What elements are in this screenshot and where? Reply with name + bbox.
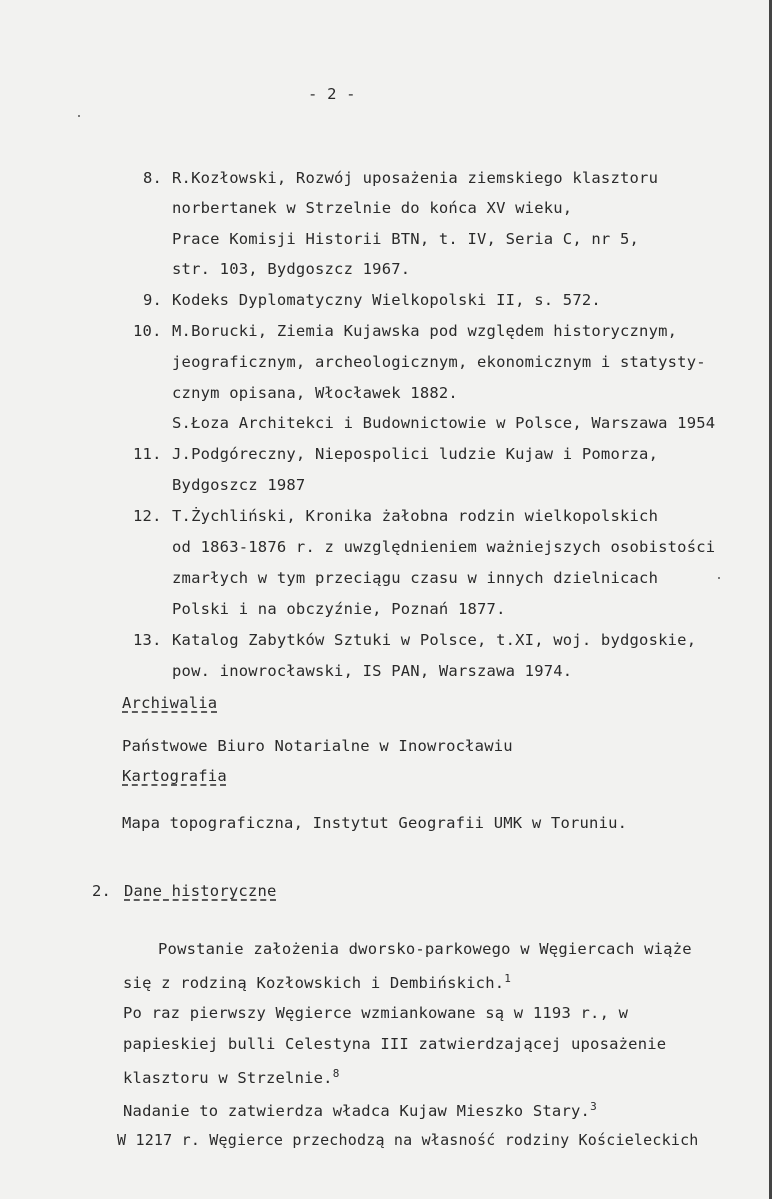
ref-13-line-1: Katalog Zabytków Sztuki w Polsce, t.XI, woj. bydgoskie, — [172, 631, 697, 649]
ref-8-number: 8. — [143, 169, 163, 187]
footnote-ref-3: 3 — [590, 1100, 597, 1113]
scan-speck — [718, 577, 720, 579]
ref-9-number: 9. — [143, 291, 163, 309]
ref-11-line-1: J.Podgóreczny, Niepospolici ludzie Kujaw i Pomorza, — [172, 445, 659, 463]
ref-12-line-2: od 1863-1876 r. z uwzględnieniem ważniejszych osobistości — [172, 538, 716, 556]
ref-9-line-1: Kodeks Dyplomatyczny Wielkopolski II, s. 572. — [172, 291, 601, 309]
para-2-line-2: papieskiej bulli Celestyna III zatwierdzającej uposażenie — [123, 1035, 667, 1053]
para-1-line-1: Powstanie założenia dworsko-parkowego w Węgiercach wiąże — [158, 940, 692, 958]
para-1-text: się z rodziną Kozłowskich i Dembińskich. — [123, 974, 505, 993]
footnote-ref-8: 8 — [332, 1067, 340, 1080]
para-4-line-1: W 1217 r. Węgierce przechodzą na własność rodziny Kościeleckich — [117, 1131, 699, 1149]
ref-10-line-3: cznym opisana, Włocławek 1882. — [172, 384, 458, 402]
para-2-line-3 — [123, 1064, 340, 1088]
archiwalia-heading: Archiwalia — [122, 694, 218, 712]
para-3-text: Nadanie to zatwierdza władca Kujaw Mieszko Stary. — [123, 1102, 591, 1121]
section-2-heading: Dane historyczne — [124, 882, 277, 900]
ref-10-number: 10. — [133, 322, 162, 340]
ref-8-line-4: str. 103, Bydgoszcz 1967. — [172, 260, 411, 278]
kartografia-heading: Kartografia — [122, 767, 227, 785]
scan-speck — [78, 115, 80, 117]
ref-10-line-2: jeograficznym, archeologicznym, ekonomicznym i statysty- — [172, 353, 706, 371]
ref-8-line-3: Prace Komisji Historii BTN, t. IV, Seria C, nr 5, — [172, 230, 640, 248]
para-1-line-2 — [123, 969, 511, 993]
ref-8-line-1: R.Kozłowski, Rozwój uposażenia ziemskiego klasztoru — [172, 169, 659, 187]
page-number: - 2 - — [308, 85, 356, 103]
ref-10-line-1: M.Borucki, Ziemia Kujawska pod względem historycznym, — [172, 322, 678, 340]
para-2-text: klasztoru w Strzelnie. — [123, 1069, 333, 1088]
ref-13-line-2: pow. inowrocławski, IS PAN, Warszawa 1974. — [172, 662, 573, 680]
ref-8-line-2: norbertanek w Strzelnie do końca XV wieku, — [172, 199, 573, 217]
ref-12-line-1: T.Żychliński, Kronika żałobna rodzin wielkopolskich — [172, 507, 659, 525]
ref-13-number: 13. — [133, 631, 162, 649]
ref-11-number: 11. — [133, 445, 162, 463]
ref-12-line-3: zmarłych w tym przeciągu czasu w innych dzielnicach — [172, 569, 659, 587]
para-3-line-1 — [123, 1097, 597, 1121]
kartografia-item: Mapa topograficzna, Instytut Geografii UMK w Toruniu. — [122, 814, 628, 832]
archiwalia-item: Państwowe Biuro Notarialne w Inowrocławiu — [122, 737, 513, 755]
footnote-ref-1: 1 — [504, 972, 512, 985]
para-2-line-1: Po raz pierwszy Węgierce wzmiankowane są w 1193 r., w — [123, 1004, 629, 1022]
ref-10-line-4: S.Łoza Architekci i Budownictowie w Polsce, Warszawa 1954 — [172, 414, 716, 432]
section-2-number: 2. — [92, 882, 112, 900]
ref-12-line-4: Polski i na obczyźnie, Poznań 1877. — [172, 600, 506, 618]
ref-11-line-2: Bydgoszcz 1987 — [172, 476, 306, 494]
ref-12-number: 12. — [133, 507, 162, 525]
